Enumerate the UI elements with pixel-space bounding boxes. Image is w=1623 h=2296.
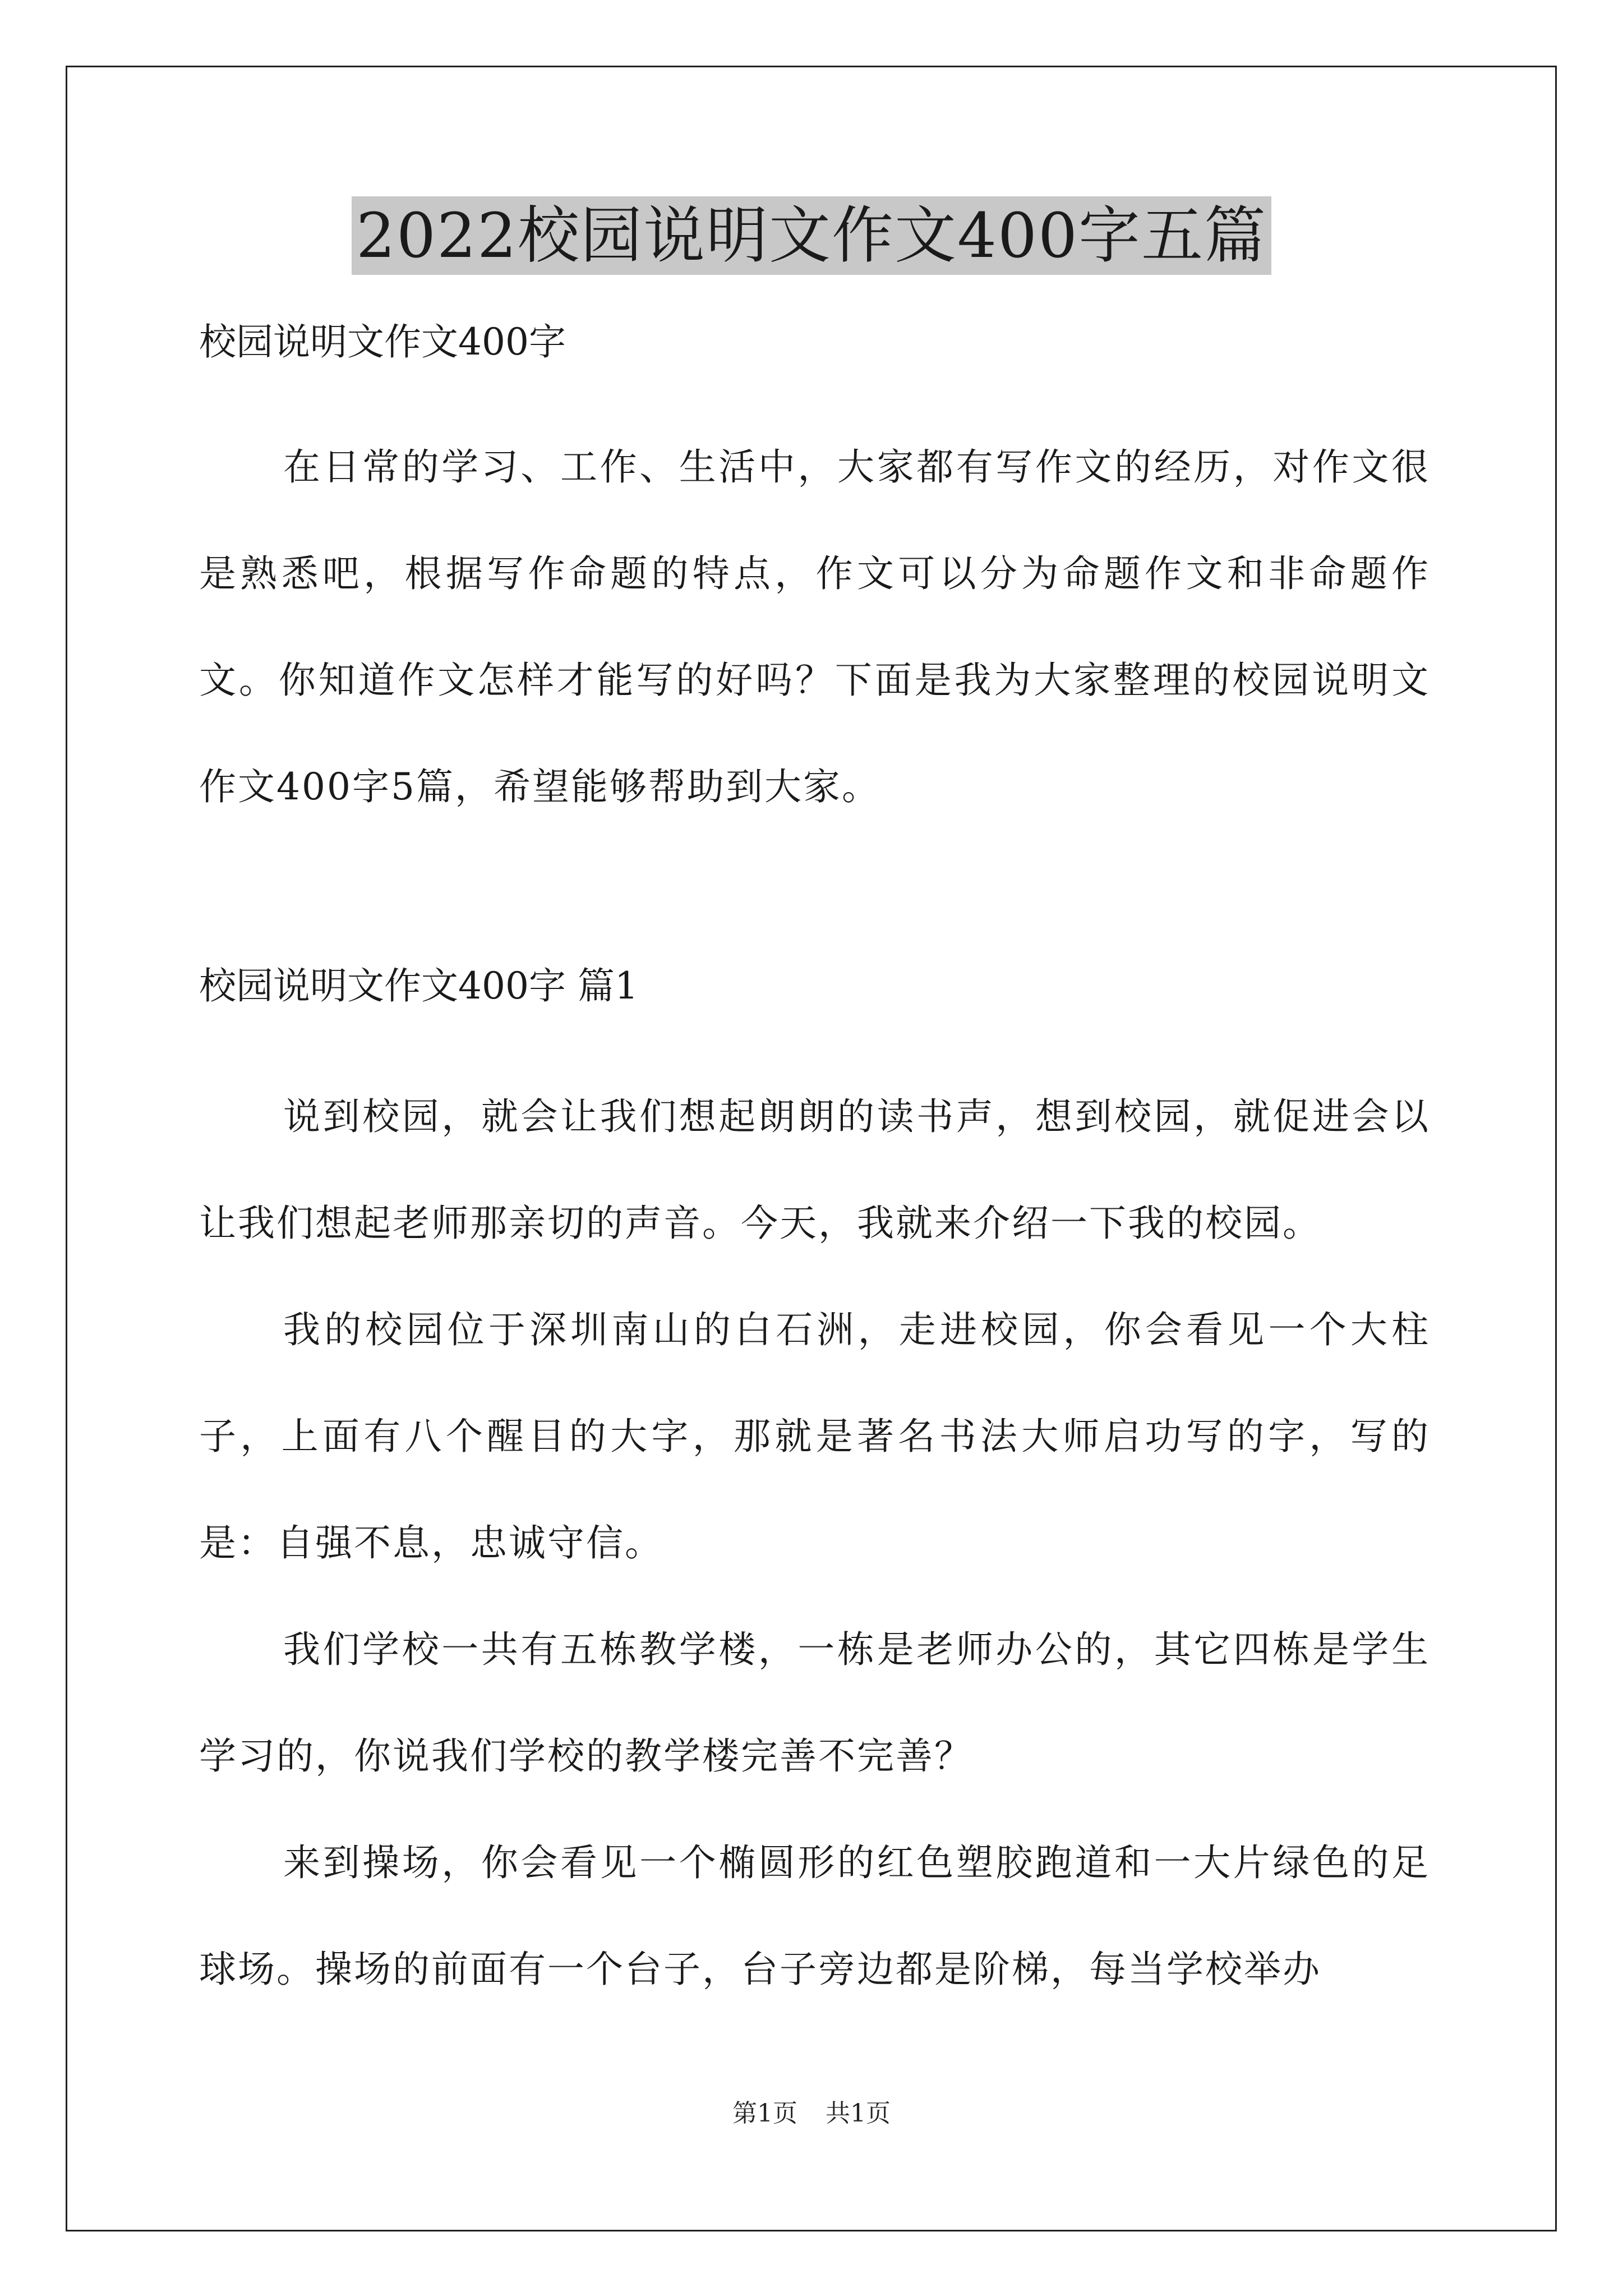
page-current: 第1页 [732,2099,797,2128]
spacer [199,840,1430,958]
body-paragraph-1: 说到校园，就会让我们想起朗朗的读书声，想到校园，就促进会以让我们想起老师那亲切的声音。今天，我就来介绍一下我的校园。 [199,1095,1430,1245]
body-paragraph-2: 我的校园位于深圳南山的白石洲，走进校园，你会看见一个大柱子，上面有八个醒目的大字，那就是著名书法大师启功写的字，写的是：自强不息，忠诚守信。 [199,1308,1430,1565]
intro-paragraph: 在日常的学习、工作、生活中，大家都有写作文的经历，对作文很是熟悉吧，根据写作命题的特点，作文可以分为命题作文和非命题作文。你知道作文怎样才能写的好吗？下面是我为大家整理的校园说明文作文400字5篇，希望能够帮助到大家。 [199,445,1430,808]
intro-heading: 校园说明文作文400字 [199,320,566,364]
section-heading: 校园说明文作文400字 篇1 [199,964,638,1007]
body-paragraph-4: 来到操场，你会看见一个椭圆形的红色塑胶跑道和一大片绿色的足球场。操场的前面有一个台子，台子旁边都是阶梯，每当学校举办 [199,1841,1430,1991]
spacer [199,370,1430,414]
page-total: 共1页 [826,2099,891,2128]
document-body [199,314,1430,2023]
title-container [0,196,1623,275]
document-title: 2022校园说明文作文400字五篇 [352,196,1271,275]
body-paragraph-3: 我们学校一共有五栋教学楼，一栋是老师办公的，其它四栋是学生学习的，你说我们学校的教学楼完善不完善？ [199,1628,1430,1778]
spacer [199,1014,1430,1064]
page-footer [0,2097,1623,2131]
